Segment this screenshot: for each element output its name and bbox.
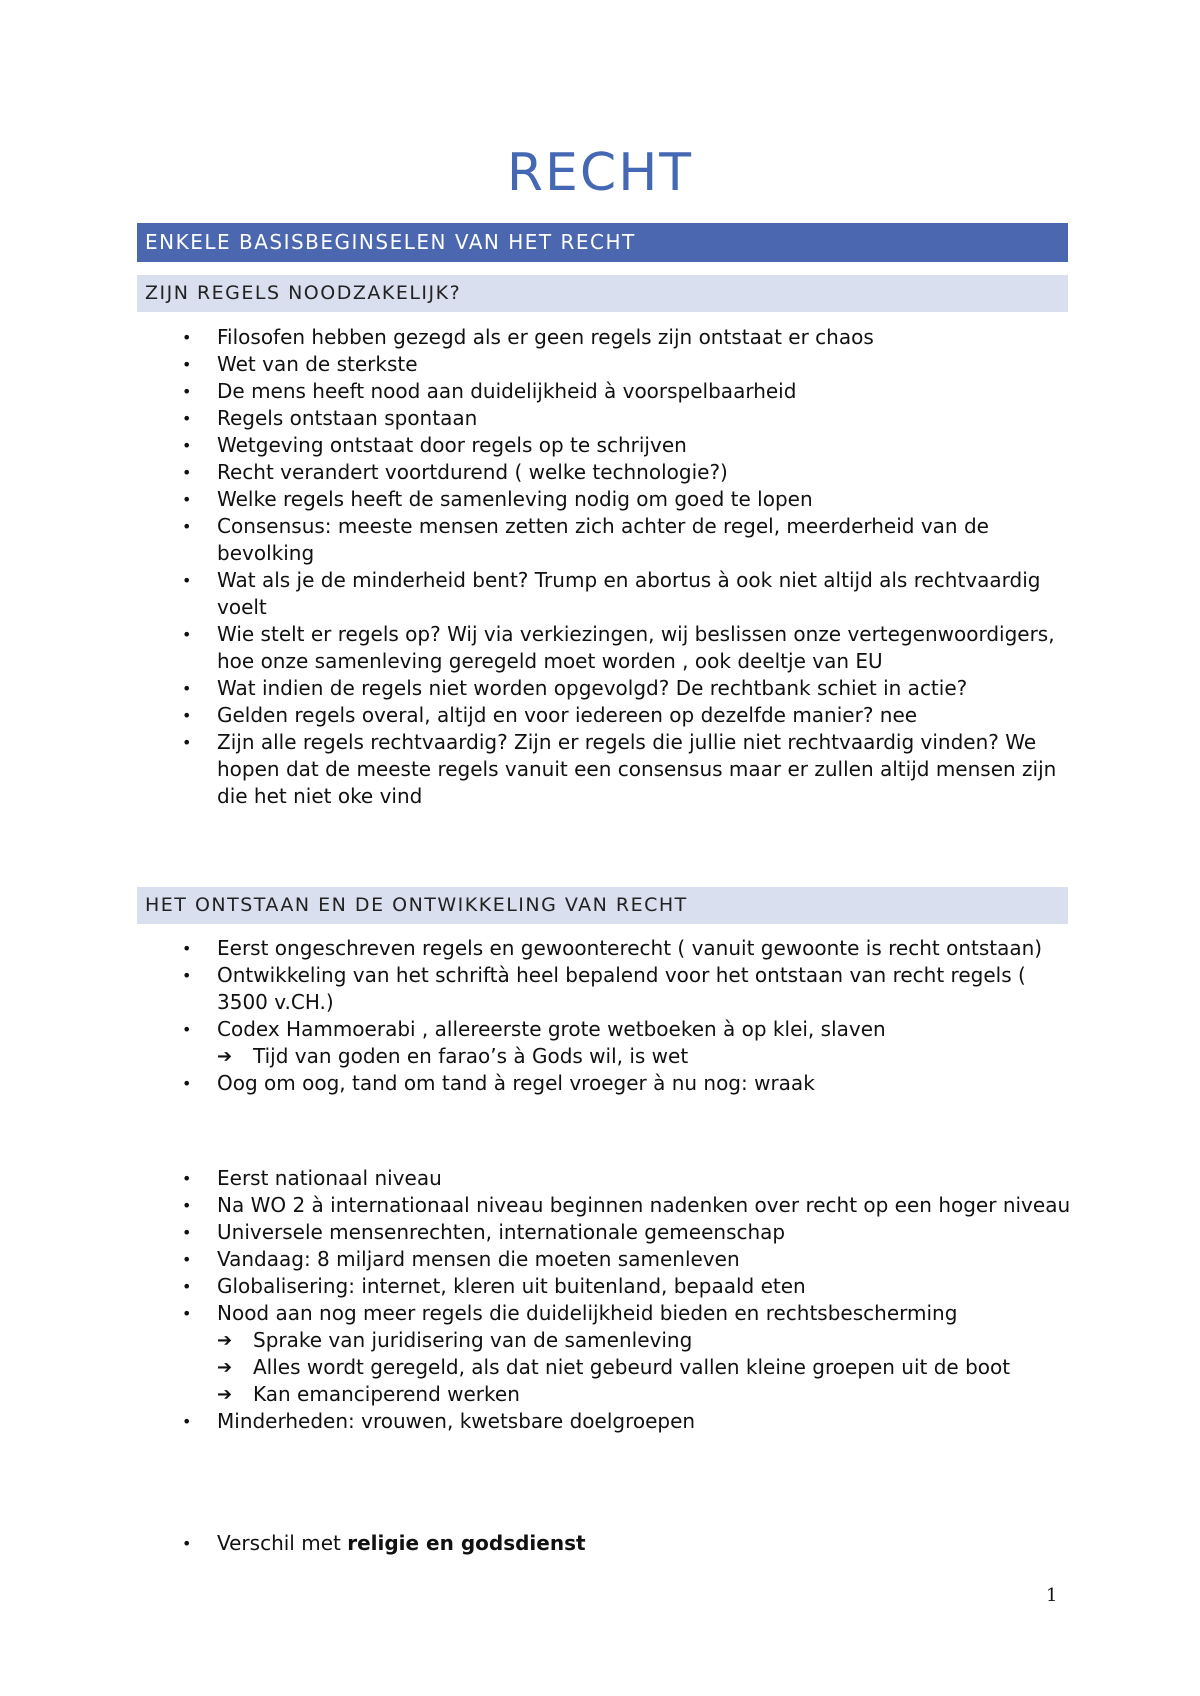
bullet-icon: • xyxy=(182,1277,192,1296)
item-text: Zijn alle regels rechtvaardig? Zijn er regels die jullie niet rechtvaardig vinden? We hopen dat de meeste regels vanuit een consensus maar er zullen altijd mensen zijn die het niet oke vind xyxy=(217,730,1057,808)
item-text: Wat als je de minderheid bent? Trump en abortus à ook niet altijd als rechtvaardig voelt xyxy=(217,568,1041,619)
bullet-icon: • xyxy=(182,679,192,698)
list-item xyxy=(0,567,1077,621)
bullet-icon: • xyxy=(182,1169,192,1188)
item-text: Recht verandert voortdurend ( welke technologie?) xyxy=(217,460,728,484)
bullet-icon: • xyxy=(182,409,192,428)
item-bold-text: religie en godsdienst xyxy=(347,1531,586,1555)
bullet-icon: • xyxy=(182,966,192,985)
list-item xyxy=(0,513,1077,567)
item-text: Na WO 2 à internationaal niveau beginnen nadenken over recht op een hoger niveau xyxy=(217,1193,1071,1217)
bullet-icon: • xyxy=(182,1304,192,1323)
list-item xyxy=(0,962,1077,1016)
bullet-icon: • xyxy=(182,382,192,401)
item-text: Verschil met xyxy=(217,1531,348,1555)
bullet-icon: • xyxy=(182,706,192,725)
item-text: Nood aan nog meer regels die duidelijkheid bieden en rechtsbescherming xyxy=(217,1301,958,1325)
page-title: RECHT xyxy=(506,143,694,203)
bullet-icon: • xyxy=(182,355,192,374)
section-heading-basisbeginselen: ENKELE BASISBEGINSELEN VAN HET RECHT xyxy=(137,223,1068,262)
item-text: Regels ontstaan spontaan xyxy=(217,406,478,430)
list-item xyxy=(0,1408,1077,1435)
bullet-icon: • xyxy=(182,1196,192,1215)
sub-item-text: Tijd van goden en farao’s à Gods wil, is wet xyxy=(253,1044,689,1068)
item-text: Eerst ongeschreven regels en gewoonterecht ( vanuit gewoonte is recht ontstaan) xyxy=(217,936,1043,960)
list-item xyxy=(0,702,1077,729)
bullet-icon: • xyxy=(182,1020,192,1039)
list-item xyxy=(0,935,1077,962)
bullet-icon: • xyxy=(182,1250,192,1269)
bullet-icon: • xyxy=(182,490,192,509)
list-item xyxy=(0,729,1077,810)
item-text: Minderheden: vrouwen, kwetsbare doelgroepen xyxy=(217,1409,696,1433)
list-item xyxy=(0,459,1077,486)
list-item xyxy=(0,1273,1077,1300)
bullet-icon: • xyxy=(182,463,192,482)
bullet-icon: • xyxy=(182,625,192,644)
bullet-list-ontwikkeling xyxy=(0,1165,1200,1435)
item-text: Wat indien de regels niet worden opgevolgd? De rechtbank schiet in actie? xyxy=(217,676,968,700)
item-text: Vandaag: 8 miljard mensen die moeten samenleven xyxy=(217,1247,740,1271)
item-text: Wet van de sterkste xyxy=(217,352,418,376)
list-item xyxy=(0,675,1077,702)
item-text: Welke regels heeft de samenleving nodig om goed te lopen xyxy=(217,487,813,511)
sub-item-text: Kan emanciperend werken xyxy=(253,1382,520,1406)
bullet-icon: • xyxy=(182,1534,192,1553)
list-item xyxy=(0,1530,1077,1557)
list-item xyxy=(0,405,1077,432)
item-text: Eerst nationaal niveau xyxy=(217,1166,442,1190)
item-text: Wie stelt er regels op? Wij via verkiezingen, wij beslissen onze vertegenwoordigers, hoe onze samenleving geregeld moet worden , ook deeltje van EU xyxy=(217,622,1055,673)
arrow-icon: ➔ xyxy=(217,1384,233,1405)
list-item xyxy=(0,1246,1077,1273)
bullet-icon: • xyxy=(182,733,192,752)
sub-item-text: Sprake van juridisering van de samenleving xyxy=(253,1328,693,1352)
list-item xyxy=(0,1165,1077,1192)
list-item xyxy=(0,1300,1077,1408)
list-item xyxy=(0,432,1077,459)
item-text: Wetgeving ontstaat door regels op te schrijven xyxy=(217,433,687,457)
sub-item-text: Alles wordt geregeld, als dat niet gebeurd vallen kleine groepen uit de boot xyxy=(253,1355,1011,1379)
list-item xyxy=(0,621,1077,675)
bullet-icon: • xyxy=(182,328,192,347)
subheading-ontstaan-ontwikkeling: HET ONTSTAAN EN DE ONTWIKKELING VAN RECHT xyxy=(137,887,1068,924)
arrow-icon: ➔ xyxy=(217,1357,233,1378)
bullet-list-ontstaan xyxy=(0,935,1200,1097)
arrow-icon: ➔ xyxy=(217,1330,233,1351)
list-item xyxy=(0,486,1077,513)
bullet-icon: • xyxy=(182,1412,192,1431)
bullet-list-regels xyxy=(0,324,1200,810)
list-item xyxy=(0,324,1077,351)
list-item xyxy=(0,1192,1077,1219)
bullet-icon: • xyxy=(182,1223,192,1242)
sub-item xyxy=(217,1327,1077,1354)
bullet-icon: • xyxy=(182,1074,192,1093)
bullet-icon: • xyxy=(182,517,192,536)
subheading-regels-noodzakelijk: ZIJN REGELS NOODZAKELIJK? xyxy=(137,275,1068,312)
arrow-icon: ➔ xyxy=(217,1046,233,1067)
bullet-list-verschil xyxy=(0,1530,1200,1557)
list-item xyxy=(0,378,1077,405)
list-item xyxy=(0,351,1077,378)
sub-item xyxy=(217,1381,1077,1408)
sub-item xyxy=(217,1043,1077,1070)
list-item xyxy=(0,1219,1077,1246)
page-number: 1 xyxy=(1046,1585,1058,1606)
list-item xyxy=(0,1016,1077,1070)
item-text: Universele mensenrechten, internationale gemeenschap xyxy=(217,1220,786,1244)
item-text: De mens heeft nood aan duidelijkheid à voorspelbaarheid xyxy=(217,379,797,403)
item-text: Filosofen hebben gezegd als er geen regels zijn ontstaat er chaos xyxy=(217,325,874,349)
item-text: Ontwikkeling van het schriftà heel bepalend voor het ontstaan van recht regels ( 3500 v.CH.) xyxy=(217,963,1026,1014)
bullet-icon: • xyxy=(182,939,192,958)
item-text: Gelden regels overal, altijd en voor iedereen op dezelfde manier? nee xyxy=(217,703,918,727)
list-item xyxy=(0,1070,1077,1097)
item-text: Oog om oog, tand om tand à regel vroeger à nu nog: wraak xyxy=(217,1071,815,1095)
sub-item xyxy=(217,1354,1077,1381)
item-text: Globalisering: internet, kleren uit buitenland, bepaald eten xyxy=(217,1274,806,1298)
bullet-icon: • xyxy=(182,571,192,590)
item-text: Consensus: meeste mensen zetten zich achter de regel, meerderheid van de bevolking xyxy=(217,514,989,565)
item-text: Codex Hammoerabi , allereerste grote wetboeken à op klei, slaven xyxy=(217,1017,886,1041)
bullet-icon: • xyxy=(182,436,192,455)
